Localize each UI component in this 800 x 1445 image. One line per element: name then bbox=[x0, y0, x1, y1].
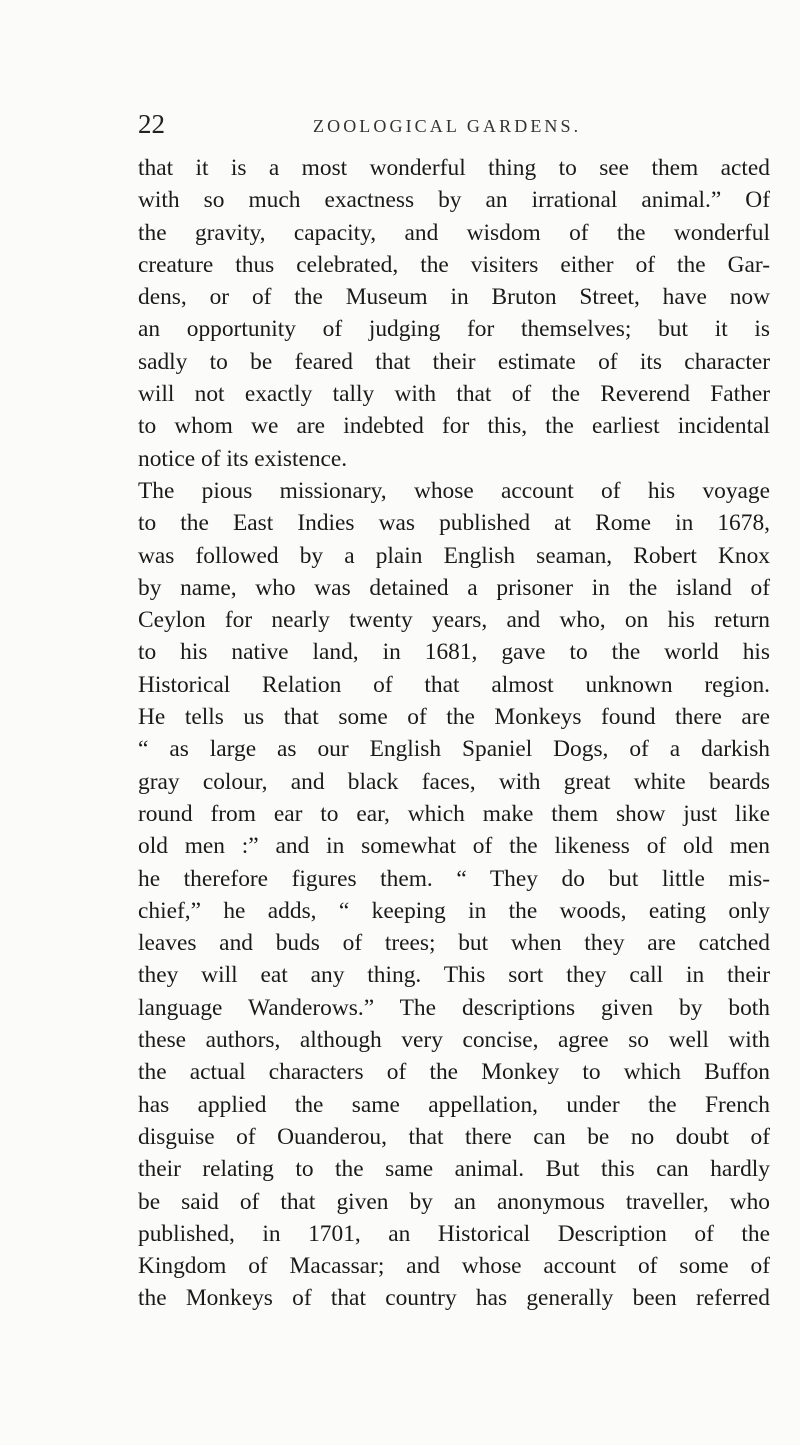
text-line: round from ear to ear, which make them show just like bbox=[138, 800, 770, 827]
text-line: be said of that given by an anonymous traveller, who bbox=[138, 1188, 770, 1215]
text-line: He tells us that some of the Monkeys found there are bbox=[138, 704, 770, 731]
text-line: published, in 1701, an Historical Description of the bbox=[138, 1220, 770, 1247]
text-line: the gravity, capacity, and wisdom of the wonderful bbox=[138, 219, 770, 246]
text-line: Ceylon for nearly twenty years, and who, on his return bbox=[138, 607, 770, 634]
body-text bbox=[138, 152, 770, 1315]
text-line: The pious missionary, whose account of his voyage bbox=[138, 477, 770, 504]
text-line: to the East Indies was published at Rome in 1678, bbox=[138, 510, 770, 537]
text-line: Historical Relation of that almost unknown region. bbox=[138, 671, 770, 698]
text-line: gray colour, and black faces, with great white beards bbox=[138, 768, 770, 795]
text-line: dens, or of the Museum in Bruton Street, have now bbox=[138, 284, 770, 311]
text-line: chief,” he adds, “ keeping in the woods, eating only bbox=[138, 897, 770, 924]
text-line: leaves and buds of trees; but when they are catched bbox=[138, 930, 770, 957]
text-line: “ as large as our English Spaniel Dogs, of a darkish bbox=[138, 736, 770, 763]
text-line: that it is a most wonderful thing to see them acted bbox=[138, 155, 770, 181]
text-line: will not exactly tally with that of the Reverend Father bbox=[138, 381, 770, 408]
text-line: the actual characters of the Monkey to which Buffon bbox=[138, 1059, 770, 1086]
text-line: creature thus celebrated, the visiters either of the Gar- bbox=[138, 251, 770, 278]
text-line: disguise of Ouanderou, that there can be no doubt of bbox=[138, 1123, 770, 1150]
text-line: has applied the same appellation, under the French bbox=[138, 1091, 770, 1118]
text-line: he therefore figures them. “ They do but little mis- bbox=[138, 865, 770, 892]
running-head: ZOOLOGICAL GARDENS. bbox=[313, 116, 582, 136]
text-line: with so much exactness by an irrational animal.” Of bbox=[138, 187, 770, 214]
text-line: an opportunity of judging for themselves; but it is bbox=[138, 316, 770, 343]
text-line: Kingdom of Macassar; and whose account of some of bbox=[138, 1253, 770, 1280]
text-line: old men :” and in somewhat of the likeness of old men bbox=[138, 833, 770, 860]
text-line: sadly to be feared that their estimate of its character bbox=[138, 348, 770, 375]
text-line: to whom we are indebted for this, the earliest incidental bbox=[138, 413, 770, 440]
text-line: the Monkeys of that country has generally been referred bbox=[138, 1285, 770, 1312]
page-number: 22 bbox=[138, 109, 165, 139]
page-header bbox=[138, 104, 780, 144]
text-line: to his native land, in 1681, gave to the world his bbox=[138, 639, 770, 666]
text-line: their relating to the same animal. But this can hardly bbox=[138, 1156, 770, 1183]
paragraph-end-line: notice of its existence. bbox=[138, 445, 348, 472]
text-line: these authors, although very concise, agree so well with bbox=[138, 1027, 770, 1054]
text-line: by name, who was detained a prisoner in the island of bbox=[138, 574, 770, 601]
text-line: language Wanderows.” The descriptions given by both bbox=[138, 994, 770, 1021]
text-line: was followed by a plain English seaman, Robert Knox bbox=[138, 542, 770, 569]
text-line: they will eat any thing. This sort they call in their bbox=[138, 962, 770, 989]
